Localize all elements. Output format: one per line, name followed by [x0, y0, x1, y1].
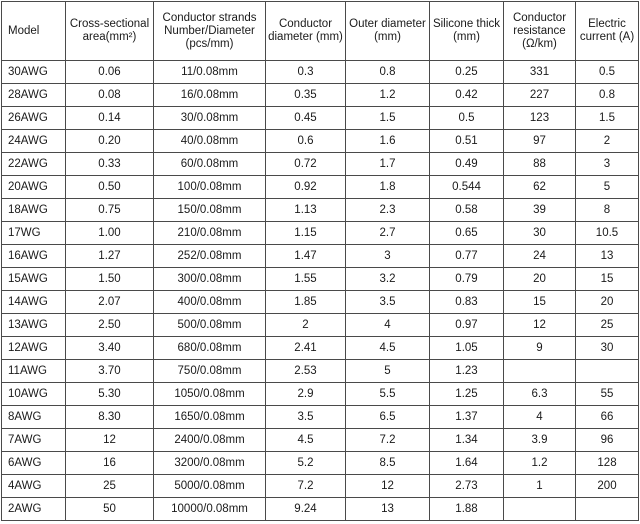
spec-table-container	[1, 1, 638, 522]
cell-silicone-thick: 0.49	[430, 153, 504, 176]
cell-cross-sectional-area: 3.40	[66, 337, 154, 360]
cell-conductor-resistance: 30	[504, 222, 576, 245]
cell-conductor-strands: 680/0.08mm	[154, 337, 266, 360]
cell-electric-current: 15	[576, 268, 639, 291]
cell-conductor-strands: 10000/0.08mm	[154, 498, 266, 521]
cell-model: 13AWG	[2, 314, 66, 337]
cell-conductor-strands: 3200/0.08mm	[154, 452, 266, 475]
table-row	[2, 291, 639, 314]
cell-cross-sectional-area: 0.14	[66, 107, 154, 130]
cell-cross-sectional-area: 8.30	[66, 406, 154, 429]
cell-outer-diameter: 2.7	[346, 222, 430, 245]
header-conductor-strands: Conductor strands Number/Diameter (pcs/mm)	[154, 2, 266, 61]
cell-model: 10AWG	[2, 383, 66, 406]
cell-conductor-diameter: 1.85	[266, 291, 346, 314]
cell-silicone-thick: 1.37	[430, 406, 504, 429]
cell-conductor-resistance: 88	[504, 153, 576, 176]
cell-electric-current: 0.8	[576, 84, 639, 107]
cell-conductor-strands: 300/0.08mm	[154, 268, 266, 291]
table-row	[2, 452, 639, 475]
cell-conductor-resistance	[504, 498, 576, 521]
table-row	[2, 84, 639, 107]
cell-conductor-strands: 1050/0.08mm	[154, 383, 266, 406]
cell-conductor-strands: 2400/0.08mm	[154, 429, 266, 452]
cell-cross-sectional-area: 0.50	[66, 176, 154, 199]
cell-conductor-strands: 11/0.08mm	[154, 61, 266, 84]
cell-electric-current	[576, 360, 639, 383]
cell-outer-diameter: 1.6	[346, 130, 430, 153]
cell-model: 4AWG	[2, 475, 66, 498]
table-row	[2, 107, 639, 130]
cell-cross-sectional-area: 1.27	[66, 245, 154, 268]
cell-conductor-strands: 100/0.08mm	[154, 176, 266, 199]
cell-electric-current	[576, 498, 639, 521]
cell-conductor-resistance	[504, 360, 576, 383]
cell-silicone-thick: 1.34	[430, 429, 504, 452]
cell-conductor-diameter: 1.55	[266, 268, 346, 291]
cell-silicone-thick: 0.544	[430, 176, 504, 199]
cell-cross-sectional-area: 50	[66, 498, 154, 521]
table-row	[2, 475, 639, 498]
cell-conductor-diameter: 1.13	[266, 199, 346, 222]
cell-outer-diameter: 12	[346, 475, 430, 498]
table-row	[2, 498, 639, 521]
table-row	[2, 176, 639, 199]
cell-cross-sectional-area: 12	[66, 429, 154, 452]
cell-conductor-diameter: 3.5	[266, 406, 346, 429]
cell-conductor-resistance: 97	[504, 130, 576, 153]
cell-conductor-resistance: 1	[504, 475, 576, 498]
cell-conductor-diameter: 1.47	[266, 245, 346, 268]
cell-conductor-diameter: 9.24	[266, 498, 346, 521]
cell-outer-diameter: 6.5	[346, 406, 430, 429]
cell-silicone-thick: 0.42	[430, 84, 504, 107]
cell-conductor-strands: 400/0.08mm	[154, 291, 266, 314]
cell-model: 26AWG	[2, 107, 66, 130]
cell-model: 11AWG	[2, 360, 66, 383]
cell-model: 12AWG	[2, 337, 66, 360]
cell-conductor-resistance: 227	[504, 84, 576, 107]
table-row	[2, 61, 639, 84]
header-conductor-diameter: Conductor diameter (mm)	[266, 2, 346, 61]
cell-outer-diameter: 0.8	[346, 61, 430, 84]
cell-outer-diameter: 1.8	[346, 176, 430, 199]
cell-model: 16AWG	[2, 245, 66, 268]
cell-outer-diameter: 4	[346, 314, 430, 337]
cell-cross-sectional-area: 25	[66, 475, 154, 498]
cell-electric-current: 200	[576, 475, 639, 498]
cell-silicone-thick: 1.88	[430, 498, 504, 521]
cell-conductor-resistance: 4	[504, 406, 576, 429]
cell-conductor-strands: 40/0.08mm	[154, 130, 266, 153]
cell-model: 20AWG	[2, 176, 66, 199]
cell-silicone-thick: 0.51	[430, 130, 504, 153]
cell-conductor-strands: 30/0.08mm	[154, 107, 266, 130]
cell-conductor-strands: 1650/0.08mm	[154, 406, 266, 429]
table-row	[2, 199, 639, 222]
cell-cross-sectional-area: 0.33	[66, 153, 154, 176]
cell-conductor-resistance: 24	[504, 245, 576, 268]
cell-cross-sectional-area: 0.75	[66, 199, 154, 222]
table-header-row	[2, 2, 639, 61]
cell-silicone-thick: 1.05	[430, 337, 504, 360]
cell-outer-diameter: 1.5	[346, 107, 430, 130]
cell-conductor-resistance: 1.2	[504, 452, 576, 475]
cell-conductor-resistance: 123	[504, 107, 576, 130]
header-cross-sectional-area: Cross-sectional area(mm²)	[66, 2, 154, 61]
cell-silicone-thick: 0.58	[430, 199, 504, 222]
header-electric-current: Electric current (A)	[576, 2, 639, 61]
cell-conductor-diameter: 0.72	[266, 153, 346, 176]
cell-cross-sectional-area: 2.50	[66, 314, 154, 337]
cell-conductor-resistance: 62	[504, 176, 576, 199]
table-row	[2, 130, 639, 153]
cell-conductor-resistance: 12	[504, 314, 576, 337]
cell-model: 22AWG	[2, 153, 66, 176]
cell-conductor-diameter: 4.5	[266, 429, 346, 452]
cell-silicone-thick: 0.83	[430, 291, 504, 314]
cell-conductor-resistance: 39	[504, 199, 576, 222]
header-model: Model	[2, 2, 66, 61]
cell-outer-diameter: 3.5	[346, 291, 430, 314]
cell-conductor-diameter: 2	[266, 314, 346, 337]
cell-conductor-strands: 60/0.08mm	[154, 153, 266, 176]
cell-cross-sectional-area: 1.00	[66, 222, 154, 245]
cell-conductor-resistance: 9	[504, 337, 576, 360]
table-row	[2, 245, 639, 268]
cell-conductor-diameter: 1.15	[266, 222, 346, 245]
cell-conductor-strands: 500/0.08mm	[154, 314, 266, 337]
cell-outer-diameter: 8.5	[346, 452, 430, 475]
cell-conductor-resistance: 331	[504, 61, 576, 84]
cell-model: 28AWG	[2, 84, 66, 107]
cell-electric-current: 2	[576, 130, 639, 153]
cell-silicone-thick: 0.79	[430, 268, 504, 291]
cell-cross-sectional-area: 1.50	[66, 268, 154, 291]
cell-electric-current: 8	[576, 199, 639, 222]
cell-silicone-thick: 1.25	[430, 383, 504, 406]
cell-silicone-thick: 0.65	[430, 222, 504, 245]
cell-conductor-strands: 210/0.08mm	[154, 222, 266, 245]
cell-cross-sectional-area: 3.70	[66, 360, 154, 383]
cell-electric-current: 1.5	[576, 107, 639, 130]
cell-silicone-thick: 2.73	[430, 475, 504, 498]
table-row	[2, 222, 639, 245]
cell-silicone-thick: 0.77	[430, 245, 504, 268]
cell-conductor-strands: 5000/0.08mm	[154, 475, 266, 498]
cell-electric-current: 128	[576, 452, 639, 475]
cell-cross-sectional-area: 0.06	[66, 61, 154, 84]
cell-conductor-diameter: 2.9	[266, 383, 346, 406]
cell-model: 24AWG	[2, 130, 66, 153]
cell-conductor-diameter: 0.92	[266, 176, 346, 199]
cell-outer-diameter: 5	[346, 360, 430, 383]
table-row	[2, 337, 639, 360]
cell-electric-current: 96	[576, 429, 639, 452]
cell-conductor-diameter: 2.41	[266, 337, 346, 360]
cell-conductor-strands: 150/0.08mm	[154, 199, 266, 222]
table-row	[2, 406, 639, 429]
cell-conductor-strands: 750/0.08mm	[154, 360, 266, 383]
table-row	[2, 383, 639, 406]
cell-cross-sectional-area: 5.30	[66, 383, 154, 406]
cell-electric-current: 13	[576, 245, 639, 268]
cell-conductor-diameter: 2.53	[266, 360, 346, 383]
cell-electric-current: 5	[576, 176, 639, 199]
wire-spec-table	[1, 1, 639, 521]
cell-electric-current: 3	[576, 153, 639, 176]
cell-outer-diameter: 5.5	[346, 383, 430, 406]
cell-conductor-diameter: 0.6	[266, 130, 346, 153]
cell-electric-current: 20	[576, 291, 639, 314]
cell-conductor-diameter: 0.45	[266, 107, 346, 130]
cell-silicone-thick: 0.97	[430, 314, 504, 337]
cell-conductor-diameter: 7.2	[266, 475, 346, 498]
cell-conductor-resistance: 15	[504, 291, 576, 314]
header-silicone-thick: Silicone thick (mm)	[430, 2, 504, 61]
cell-outer-diameter: 1.7	[346, 153, 430, 176]
cell-conductor-resistance: 3.9	[504, 429, 576, 452]
cell-model: 6AWG	[2, 452, 66, 475]
table-row	[2, 314, 639, 337]
cell-conductor-strands: 252/0.08mm	[154, 245, 266, 268]
cell-model: 14AWG	[2, 291, 66, 314]
cell-silicone-thick: 0.5	[430, 107, 504, 130]
cell-electric-current: 30	[576, 337, 639, 360]
cell-outer-diameter: 3.2	[346, 268, 430, 291]
cell-electric-current: 0.5	[576, 61, 639, 84]
cell-model: 8AWG	[2, 406, 66, 429]
cell-model: 7AWG	[2, 429, 66, 452]
header-outer-diameter: Outer diameter (mm)	[346, 2, 430, 61]
table-row	[2, 268, 639, 291]
cell-silicone-thick: 1.64	[430, 452, 504, 475]
header-conductor-resistance: Conductor resistance (Ω/km)	[504, 2, 576, 61]
cell-outer-diameter: 7.2	[346, 429, 430, 452]
cell-conductor-strands: 16/0.08mm	[154, 84, 266, 107]
cell-electric-current: 10.5	[576, 222, 639, 245]
cell-outer-diameter: 4.5	[346, 337, 430, 360]
cell-outer-diameter: 2.3	[346, 199, 430, 222]
cell-conductor-diameter: 0.35	[266, 84, 346, 107]
cell-cross-sectional-area: 2.07	[66, 291, 154, 314]
cell-model: 17WG	[2, 222, 66, 245]
cell-model: 15AWG	[2, 268, 66, 291]
cell-conductor-resistance: 6.3	[504, 383, 576, 406]
cell-model: 2AWG	[2, 498, 66, 521]
cell-cross-sectional-area: 16	[66, 452, 154, 475]
cell-electric-current: 25	[576, 314, 639, 337]
cell-silicone-thick: 0.25	[430, 61, 504, 84]
cell-outer-diameter: 3	[346, 245, 430, 268]
cell-cross-sectional-area: 0.08	[66, 84, 154, 107]
table-row	[2, 360, 639, 383]
cell-conductor-diameter: 0.3	[266, 61, 346, 84]
cell-silicone-thick: 1.23	[430, 360, 504, 383]
cell-conductor-diameter: 5.2	[266, 452, 346, 475]
cell-cross-sectional-area: 0.20	[66, 130, 154, 153]
table-row	[2, 153, 639, 176]
cell-electric-current: 55	[576, 383, 639, 406]
cell-outer-diameter: 13	[346, 498, 430, 521]
table-row	[2, 429, 639, 452]
cell-model: 30AWG	[2, 61, 66, 84]
cell-outer-diameter: 1.2	[346, 84, 430, 107]
cell-conductor-resistance: 20	[504, 268, 576, 291]
cell-electric-current: 66	[576, 406, 639, 429]
cell-model: 18AWG	[2, 199, 66, 222]
